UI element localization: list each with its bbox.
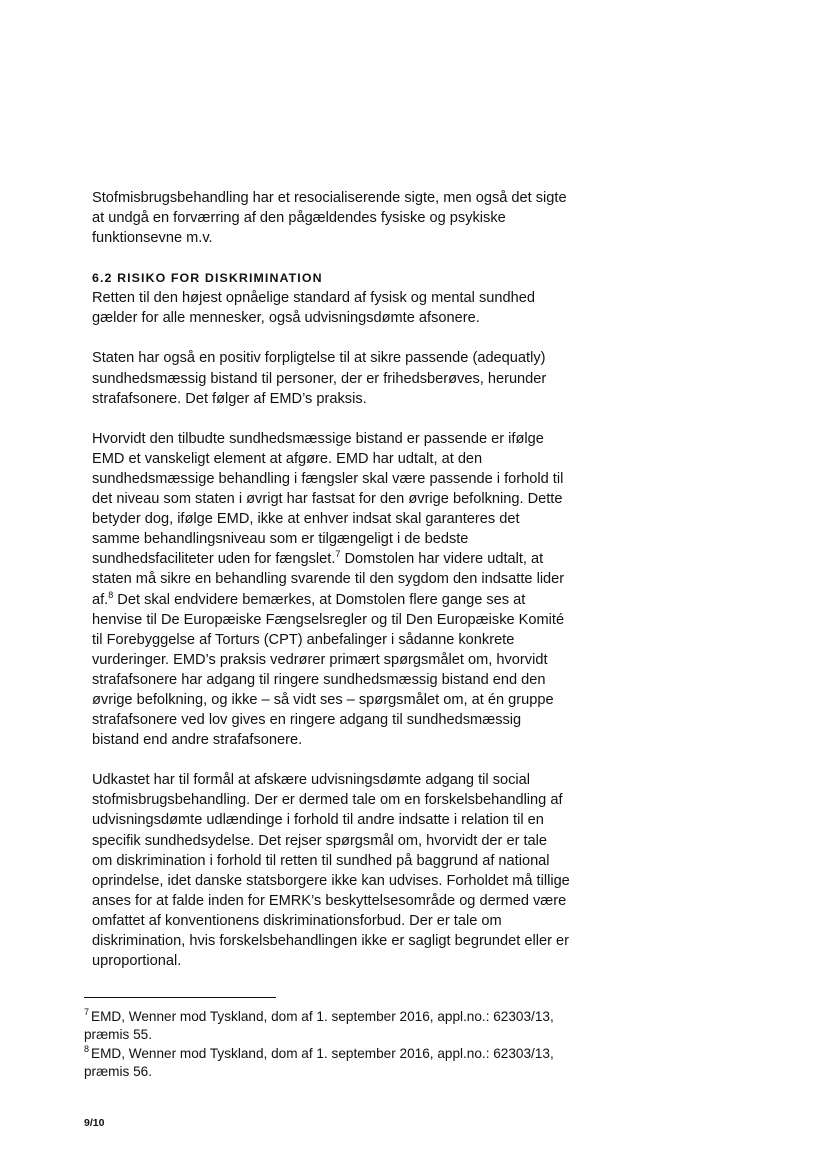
footnote-ref-8[interactable]: 8 (108, 589, 114, 600)
section-heading: 6.2 RISIKO FOR DISKRIMINATION (92, 271, 323, 286)
footnote-number: 7 (84, 1007, 90, 1018)
footnote-text: EMD, Wenner mod Tyskland, dom af 1. september 2016, appl.no.: 62303/13, præmis 56. (84, 1045, 554, 1080)
body-text (92, 188, 570, 991)
paragraph-3-text-1: Hvorvidt den tilbudte sundhedsmæssige bistand er passende er ifølge EMD et vanskeligt element at afgøre. EMD har udtalt, at den sundhedsmæssige behandling i fængsler skal være passende i forhold til det niveau som staten i øvrigt har fastsat for den øvrige befolkning. Dette betyder dog, ifølge EMD, ikke at enhver indsat skal garanteres det samme behandlingsniveau som er tilgængeligt i de bedste sundhedsfaciliteter uden for fængslet. (92, 430, 564, 568)
section-paragraph-2: Staten har også en positiv forpligtelse til at sikre passende (adequatly) sundhedsmæssig bistand til personer, der er frihedsberøves, herunder strafafsonere. Det følger af EMD’s praksis. (92, 350, 547, 407)
paragraph-3-text-3: Det skal endvidere bemærkes, at Domstolen flere gange ses at henvise til De Europæiske Fængselsregler og til Den Europæiske Komité til Forebyggelse af Torturs (CPT) anbefalinger i sådanne konkrete vurderinger. EMD’s praksis vedrører primært spørgsmålet om, hvorvidt strafafsonere har adgang til ringere sundhedsmæssig bistand end den øvrige befolkning, og ikke – så vidt ses – spørgsmålet om, at én gruppe strafafsonere ved lov gives en ringere adgang til sundhedsmæssig bistand end andre strafafsonere. (92, 591, 565, 749)
section-risk-discrimination (92, 268, 570, 971)
page-number: 9/10 (84, 1117, 105, 1129)
section-paragraph-4: Udkastet har til formål at afskære udvisningsdømte adgang til social stofmisbrugsbehandling. Der er dermed tale om en forskelsbehandling af udvisningsdømte udlændinge i forhold til andre indsatte i relation til en specifik sundhedsydelse. Det rejser spørgsmål om, hvorvidt der er tale om diskrimination i forhold til retten til sundhed på baggrund af national oprindelse, idet danske statsborgere ikke kan udvises. Forholdet må tillige anses for at falde inden for EMRK’s beskyttelsesområde og dermed være omfattet af konventionens diskriminationsforbud. Der er tale om diskrimination, hvis forskelsbehandlingen ikke er sagligt begrundet eller er uproportional. (92, 772, 570, 970)
footnote-text: EMD, Wenner mod Tyskland, dom af 1. september 2016, appl.no.: 62303/13, præmis 55. (84, 1009, 554, 1043)
footnote-7 (84, 1008, 564, 1045)
intro-paragraph: Stofmisbrugsbehandling har et resocialiserende sigte, men også det sigte at undgå en forværring af den pågældendes fysiske og psykiske funktionsevne m.v. (92, 190, 567, 247)
paragraph-3-text-2: Domstolen har videre udtalt, at staten må sikre en behandling svarende til den sygdom den indsatte lider af. (92, 551, 565, 608)
footnote-8 (84, 1045, 564, 1082)
footnotes (84, 1008, 564, 1082)
footnote-number: 8 (84, 1044, 90, 1055)
footnote-ref-7[interactable]: 7 (335, 549, 341, 560)
footnote-separator (84, 997, 276, 998)
section-paragraph-3 (92, 429, 570, 751)
section-paragraph-1: Retten til den højest opnåelige standard af fysisk og mental sundhed gælder for alle mennesker, også udvisningsdømte afsonere. (92, 290, 535, 327)
